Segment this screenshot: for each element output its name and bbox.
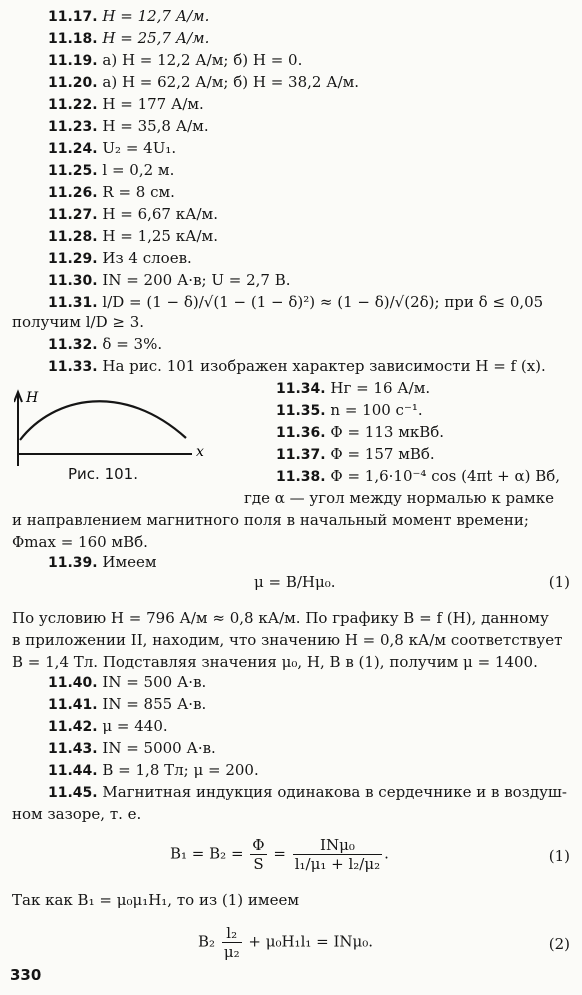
answer-line: 11.19. а) H = 12,2 А/м; б) H = 0.	[48, 51, 303, 69]
answer-line: 11.37. Φ = 157 мВб.	[276, 445, 435, 463]
answer-line: 11.22. H = 177 А/м.	[48, 95, 204, 113]
answer-line: 11.25. l = 0,2 м.	[48, 161, 175, 179]
equation-number: (2)	[548, 935, 570, 953]
equation-1145-2: B₂ $\frac{\text{l₂}}{\text{μ₂}}$ + μ₀H₁l₁ = INμ₀.	[198, 924, 374, 961]
answer-line: 11.39. Имеем	[48, 553, 157, 571]
equation-1: μ = B/Hμ₀.	[254, 573, 336, 591]
text-line: ном зазоре, т. е.	[12, 805, 142, 823]
x-axis-label: x	[196, 444, 204, 460]
answer-line: 11.18. H = 25,7 А/м.	[48, 29, 210, 47]
text-line: где α — угол между нормалью к рамке	[244, 489, 554, 507]
answer-line: 11.45. Магнитная индукция одинакова в сердечнике и в воздуш-	[48, 783, 567, 801]
answer-line: 11.27. H = 6,67 кА/м.	[48, 205, 218, 223]
fraction: $\frac{\text{INμ₀}}{\text{l₁/μ₁ + l₂/μ₂}}$	[294, 836, 381, 873]
fraction: $\frac{\Phi}{S}$	[252, 836, 265, 873]
fraction: $\frac{\text{l₂}}{\text{μ₂}}$	[223, 924, 240, 961]
figure-caption: Рис. 101.	[68, 465, 138, 483]
text-line: Так как B₁ = μ₀μ₁H₁, то из (1) имеем	[12, 891, 299, 909]
y-axis-label: H	[26, 390, 39, 406]
answer-line: 11.38. Φ = 1,6·10⁻⁴ cos (4πt + α) Вб,	[276, 467, 561, 485]
answer-line: 11.42. μ = 440.	[48, 717, 168, 735]
figure-101-plot	[14, 388, 224, 470]
answer-line: 11.26. R = 8 см.	[48, 183, 175, 201]
answer-line: 11.41. IN = 855 А·в.	[48, 695, 207, 713]
answer-line: 11.34. Hг = 16 А/м.	[276, 379, 431, 397]
answer-line: 11.24. U₂ = 4U₁.	[48, 139, 177, 157]
answer-line: 11.17. H = 12,7 А/м.	[48, 7, 210, 25]
answer-line: 11.31. l/D = (1 − δ)/√(1 − (1 − δ)²) ≈ (1 − δ)/√(2δ); при δ ≤ 0,05	[48, 293, 544, 311]
text-line: B = 1,4 Тл. Подставляя значения μ₀, H, B в (1), получим μ = 1400.	[12, 653, 538, 671]
answer-line: 11.43. IN = 5000 А·в.	[48, 739, 216, 757]
text-line: и направлением магнитного поля в начальный момент времени;	[12, 511, 529, 529]
answer-line: 11.35. n = 100 с⁻¹.	[276, 401, 423, 419]
answer-line: 11.30. IN = 200 А·в; U = 2,7 В.	[48, 271, 291, 289]
answer-line: 11.33. На рис. 101 изображен характер зависимости H = f (x).	[48, 357, 546, 375]
equation-number: (1)	[548, 847, 570, 865]
answer-line: 11.36. Φ = 113 мкВб.	[276, 423, 445, 441]
field-curve	[20, 401, 186, 440]
answer-line: 11.32. δ = 3%.	[48, 335, 163, 353]
equation-1145-1: B₁ = B₂ = $\frac{\Phi}{S}$ = $\frac{\text{INμ₀}}{\text{l₁/μ₁ + l₂/μ₂}}$ .	[170, 836, 389, 873]
answer-line: 11.40. IN = 500 А·в.	[48, 673, 207, 691]
answer-line: 11.28. H = 1,25 кА/м.	[48, 227, 218, 245]
answer-line: 11.23. H = 35,8 А/м.	[48, 117, 209, 135]
text-line: в приложении II, находим, что значению H = 0,8 кА/м соответствует	[12, 631, 563, 649]
text-line: Φmax = 160 мВб.	[12, 533, 148, 551]
equation-number: (1)	[548, 573, 570, 591]
answer-line: получим l/D ≥ 3.	[12, 313, 145, 331]
page-number: 330	[10, 966, 42, 984]
answer-line: 11.20. а) H = 62,2 А/м; б) H = 38,2 А/м.	[48, 73, 360, 91]
answer-line: 11.44. B = 1,8 Тл; μ = 200.	[48, 761, 259, 779]
text-line: По условию H = 796 А/м ≈ 0,8 кА/м. По графику B = f (H), данному	[12, 609, 549, 627]
answer-line: 11.29. Из 4 слоев.	[48, 249, 192, 267]
